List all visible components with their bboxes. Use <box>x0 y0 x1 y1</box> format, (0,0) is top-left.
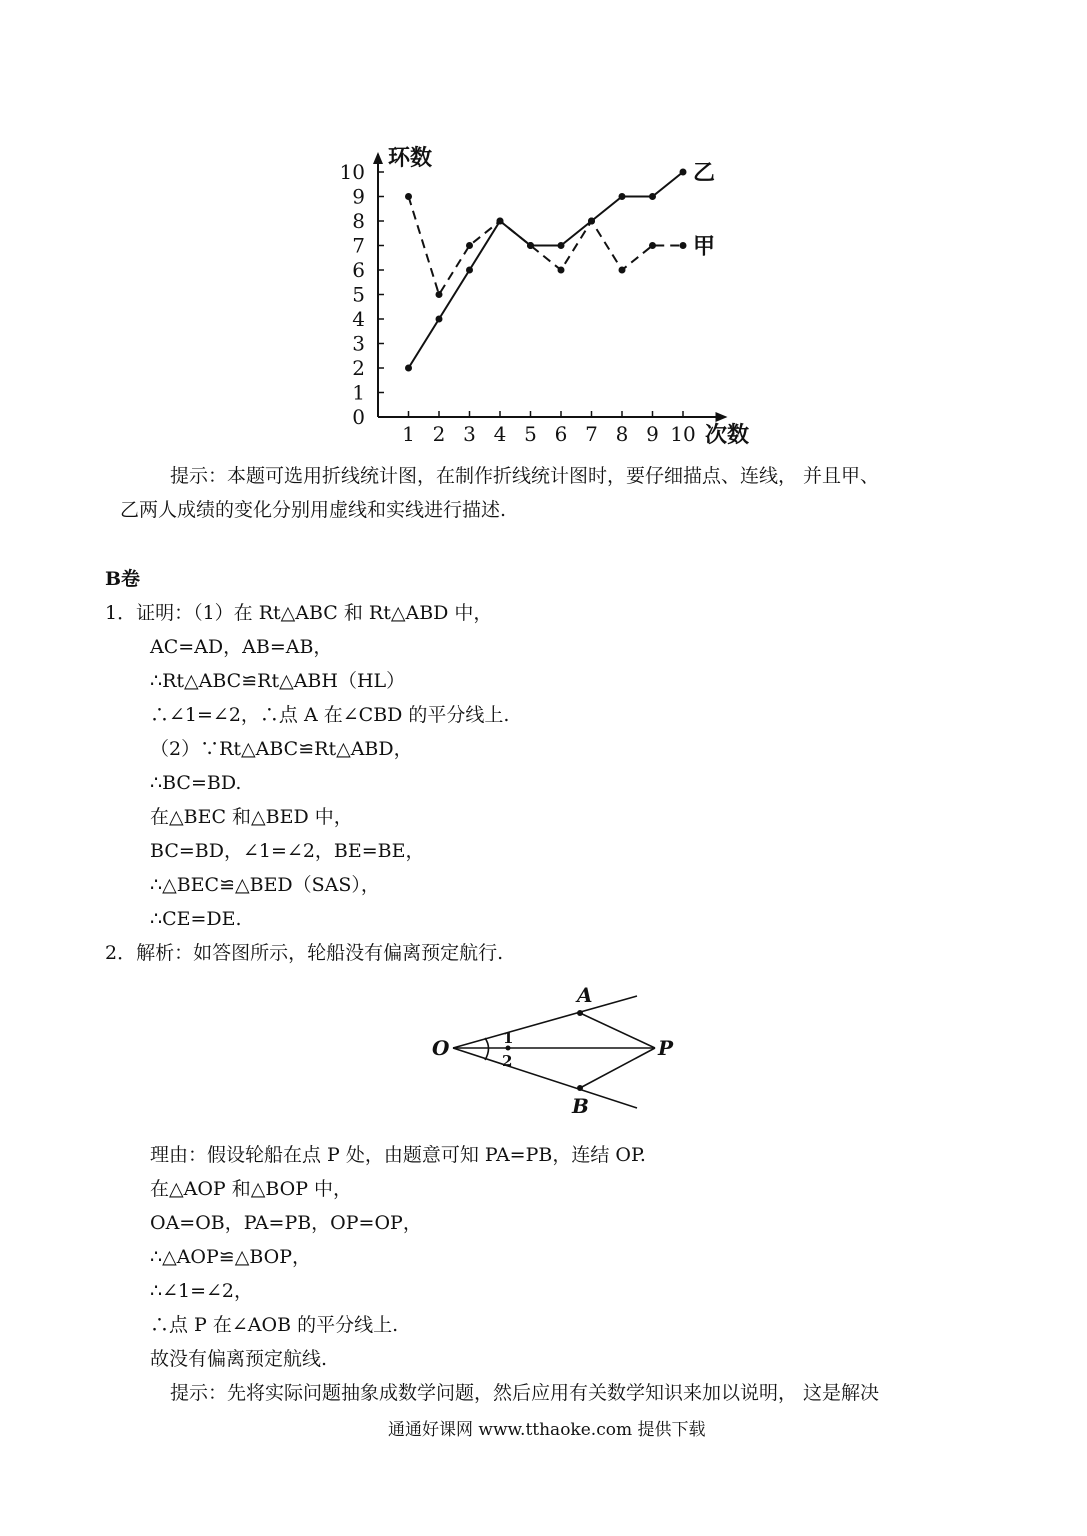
segment-bp <box>580 1048 655 1088</box>
segment-ap <box>580 1013 655 1048</box>
proof-1-line-3: ∴Rt△ABC≌Rt△ABH（HL） <box>150 670 406 692</box>
series-point-乙-10 <box>680 169 687 176</box>
hint-2: 提示：先将实际问题抽象成数学问题，然后应用有关数学知识来加以说明， 这是解决 <box>170 1382 880 1404</box>
series-point-甲-2 <box>436 291 443 298</box>
proof-1-line-1: 1．证明：（1）在 Rt△ABC 和 Rt△ABD 中， <box>105 602 493 624</box>
x-tick-label-4: 4 <box>493 422 507 446</box>
x-tick-label-6: 6 <box>554 422 568 446</box>
solution-2-line-5: ∴△AOP≌△BOP， <box>150 1246 311 1268</box>
geometry-figure-oapb <box>420 980 674 1120</box>
y-tick-label-2: 2 <box>352 356 365 380</box>
x-tick-label-9: 9 <box>646 422 659 446</box>
proof-1-line-9: ∴△BEC≌△BED（SAS）， <box>150 874 380 896</box>
series-point-乙-9 <box>649 193 656 200</box>
label-b: B <box>572 1094 589 1118</box>
y-tick-label-9: 9 <box>352 184 365 209</box>
series-point-甲-9 <box>649 242 656 249</box>
label-o: O <box>432 1036 450 1060</box>
y-axis-label: 环数 <box>388 145 433 171</box>
label-angle-1: 1 <box>503 1029 514 1047</box>
section-b-heading: B卷 <box>105 568 141 590</box>
series-point-乙-5 <box>527 242 534 249</box>
series-point-乙-4 <box>497 218 504 225</box>
solution-2-line-2: 理由：假设轮船在点 P 处，由题意可知 PA=PB，连结 OP. <box>150 1144 646 1166</box>
series-point-甲-10 <box>680 242 687 249</box>
hint-1-line-2: 乙两人成绩的变化分别用虚线和实线进行描述. <box>120 499 507 521</box>
series-line-乙 <box>409 172 684 368</box>
proof-1-line-6: ∴BC=BD. <box>150 772 242 794</box>
proof-1-line-8: BC=BD，∠1=∠2，BE=BE， <box>150 840 425 862</box>
y-tick-label-1: 1 <box>352 380 365 405</box>
series-point-甲-1 <box>405 193 412 200</box>
ray-ob <box>453 1048 637 1108</box>
x-tick-label-7: 7 <box>585 422 598 446</box>
point-a <box>577 1010 583 1016</box>
proof-1-line-2: AC=AD，AB=AB， <box>150 636 333 658</box>
y-tick-label-5: 5 <box>352 282 365 307</box>
chart-axes <box>373 152 728 422</box>
y-tick-label-0: 0 <box>352 405 365 429</box>
ray-oa <box>453 996 637 1048</box>
proof-1-line-7: 在△BEC 和△BED 中， <box>150 806 353 828</box>
y-tick-label-7: 7 <box>352 233 365 258</box>
x-tick-label-10: 10 <box>670 422 696 446</box>
series-point-乙-7 <box>588 218 595 225</box>
series-point-甲-3 <box>466 242 473 249</box>
series-point-乙-6 <box>558 242 565 249</box>
angle-arc <box>485 1038 489 1060</box>
solution-2-line-1: 2．解析：如答图所示，轮船没有偏离预定航行. <box>105 942 504 964</box>
proof-1-line-5: （2）∵Rt△ABC≌Rt△ABD， <box>150 738 413 760</box>
series-label-乙: 乙 <box>693 160 716 186</box>
y-axis-arrow <box>373 152 383 164</box>
x-axis-arrow <box>716 412 728 422</box>
score-line-chart <box>0 0 1087 460</box>
series-point-乙-2 <box>436 316 443 323</box>
series-point-甲-6 <box>558 267 565 274</box>
solution-2-line-7: ∴点 P 在∠AOB 的平分线上. <box>150 1314 399 1336</box>
proof-1-line-4: ∴∠1=∠2，∴点 A 在∠CBD 的平分线上. <box>150 704 510 726</box>
series-point-乙-8 <box>619 193 626 200</box>
x-axis-label: 次数 <box>705 422 750 448</box>
series-point-乙-3 <box>466 267 473 274</box>
page-footer: 通通好课网 www.tthaoke.com 提供下载 <box>388 1420 706 1440</box>
label-angle-2: 2 <box>502 1052 513 1070</box>
solution-2-line-6: ∴∠1=∠2， <box>150 1280 254 1302</box>
x-tick-label-5: 5 <box>524 422 537 446</box>
solution-2-line-8: 故没有偏离预定航线. <box>150 1348 328 1370</box>
chart-tick-labels <box>340 160 696 446</box>
point-b <box>577 1085 583 1091</box>
label-a: A <box>577 983 593 1007</box>
x-tick-label-1: 1 <box>402 422 415 446</box>
series-point-甲-8 <box>619 267 626 274</box>
solution-2-line-3: 在△AOP 和△BOP 中， <box>150 1178 353 1200</box>
y-tick-label-10: 10 <box>339 160 365 184</box>
hint-1-line-1: 提示：本题可选用折线统计图，在制作折线统计图时，要仔细描点、连线， 并且甲、 <box>170 465 880 487</box>
series-label-甲: 甲 <box>693 233 716 260</box>
solution-2-line-4: OA=OB，PA=PB，OP=OP， <box>150 1212 422 1234</box>
x-tick-label-3: 3 <box>463 422 476 446</box>
proof-1-line-10: ∴CE=DE. <box>150 908 242 930</box>
x-tick-label-2: 2 <box>432 422 446 446</box>
chart-series <box>405 160 715 372</box>
label-p: P <box>658 1036 674 1060</box>
series-point-乙-1 <box>405 365 412 372</box>
y-tick-label-6: 6 <box>352 258 365 282</box>
x-tick-label-8: 8 <box>615 422 629 446</box>
y-tick-label-3: 3 <box>352 331 365 356</box>
y-tick-label-4: 4 <box>352 307 365 331</box>
y-tick-label-8: 8 <box>352 209 365 233</box>
chart-axis-labels <box>388 145 749 448</box>
